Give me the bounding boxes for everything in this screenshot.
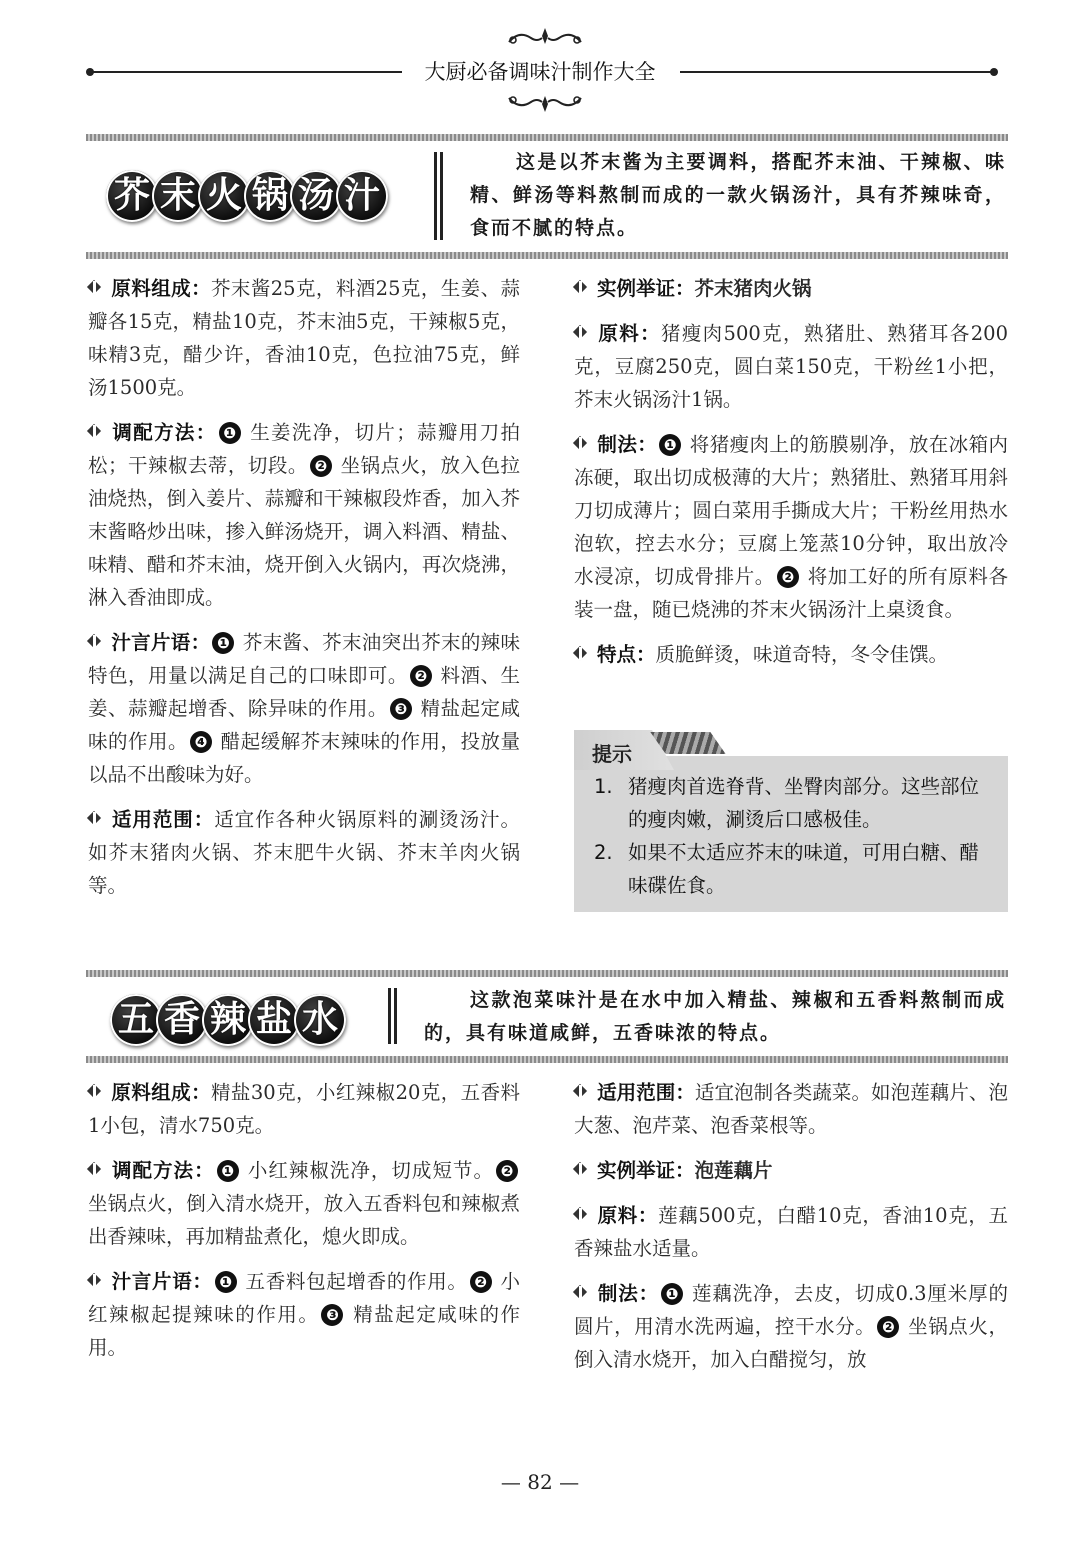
diamond-bullet-icon	[574, 1286, 587, 1299]
tip-3: 精盐起定咸味的作用。	[88, 1303, 520, 1359]
section2-example-ingredients	[574, 1199, 1008, 1265]
numeral-icon: ❶	[661, 1283, 683, 1305]
diamond-bullet-icon	[88, 1163, 101, 1176]
section1-feature	[574, 638, 1008, 671]
tip-box	[574, 730, 1008, 912]
section2-intro: 这款泡菜味汁是在水中加入精盐、辣椒和五香料熬制而成的，具有味道咸鲜，五香味浓的特点。	[424, 989, 1006, 1044]
section1-scope	[88, 803, 520, 902]
section2-title-char: 盐	[248, 994, 300, 1046]
section1-example	[574, 272, 1008, 305]
tip-item-text: 猪瘦肉首选脊背、坐臀肉部分。这些部位的瘦肉嫩，涮烫后口感极佳。	[628, 775, 980, 831]
label: 原料组成：	[111, 1081, 212, 1104]
ingredients-text: 精盐30克，小红辣椒20克，五香料1小包，清水750克。	[88, 1081, 520, 1137]
example-step-1: 莲藕洗净，去皮，切成0.3厘米厚的圆片，用清水洗两遍，控干水分。	[574, 1282, 1008, 1338]
feature-text: 质脆鲜烫，味道奇特，冬令佳馔。	[655, 643, 949, 666]
numeral-icon: ❸	[390, 698, 412, 720]
label: 实例举证：	[597, 1159, 695, 1182]
diamond-bullet-icon	[574, 326, 587, 339]
tip-4: 醋起缓解芥末辣味的作用，投放量以品不出酸味为好。	[88, 730, 520, 786]
section2-title-char: 辣	[202, 994, 254, 1046]
section1-example-ingredients	[574, 317, 1008, 416]
page-number: — 82 —	[500, 1470, 580, 1494]
diamond-bullet-icon	[88, 1085, 101, 1098]
section2-example	[574, 1154, 1008, 1187]
example-step-1: 将猪瘦肉上的筋膜剔净，放在冰箱内冻硬，取出切成极薄的大片；熟猪肚、熟猪耳用斜刀切成薄片；圆白菜用手撕成大片；干粉丝用热水泡软，控去水分；豆腐上笼蒸10分钟，取出放冷水浸凉，切成骨排片。	[574, 433, 1008, 588]
section2-method	[88, 1154, 520, 1253]
section1-title-char: 芥	[106, 170, 158, 222]
section1-intro: 这是以芥末酱为主要调料，搭配芥末油、干辣椒、味精、鲜汤等料熬制而成的一款火锅汤汁，具有芥辣味奇，食而不腻的特点。	[470, 151, 1006, 239]
tip-2: 料酒、生姜、蒜瓣起增香、除异味的作用。	[88, 664, 520, 720]
numeral-icon: ❶	[219, 422, 241, 444]
section1-top-stripe	[86, 134, 1008, 141]
numeral-icon: ❶	[212, 632, 234, 654]
numeral-icon: ❷	[777, 566, 799, 588]
section2-title-char: 香	[156, 994, 208, 1046]
diamond-bullet-icon	[574, 437, 587, 450]
header-rule-dot-right	[990, 68, 998, 76]
tip-box-label: 提示	[592, 742, 632, 766]
diamond-bullet-icon	[88, 281, 101, 294]
diamond-bullet-icon	[88, 425, 101, 438]
section1-right-column	[574, 272, 1008, 683]
numeral-icon: ❷	[496, 1160, 518, 1182]
tip-box-list	[594, 770, 998, 902]
label: 原料组成：	[111, 277, 212, 300]
label: 制法：	[597, 433, 658, 456]
tip-item	[594, 836, 998, 902]
tip-1: 芥末酱、芥末油突出芥末的辣味特色，用量以满足自己的口味即可。	[88, 631, 520, 687]
numeral-icon: ❷	[877, 1316, 899, 1338]
section1-tips	[88, 626, 520, 791]
section2-bottom-stripe	[86, 1056, 1008, 1063]
header-rule-left	[90, 71, 402, 73]
example-ingredients-text: 莲藕500克，白醋10克，香油10克，五香辣盐水适量。	[574, 1204, 1008, 1260]
section1-title-char: 火	[198, 170, 250, 222]
tip-item-number: 2.	[594, 841, 613, 864]
section1-title-char: 汁	[336, 170, 388, 222]
label: 适用范围：	[111, 808, 215, 831]
method-step-1: 小红辣椒洗净，切成短节。	[247, 1159, 494, 1182]
label: 适用范围：	[597, 1081, 695, 1104]
tip-3: 精盐起定咸味的作用。	[88, 697, 520, 753]
diamond-bullet-icon	[574, 1208, 587, 1221]
section1-title-char: 锅	[244, 170, 296, 222]
diamond-bullet-icon	[88, 812, 101, 825]
example-step-2: 坐锅点火，倒入清水烧开，加入白醋搅匀，放	[574, 1315, 1008, 1371]
section1-title-char: 汤	[290, 170, 342, 222]
header-ornament-top	[505, 24, 585, 52]
tip-1: 五香料包起增香的作用。	[245, 1270, 468, 1293]
tip-2: 小红辣椒起提辣味的作用。	[88, 1270, 520, 1326]
section1-left-column	[88, 272, 520, 914]
method-step-2: 坐锅点火，倒入清水烧开，放入五香料包和辣椒煮出香辣味，再加精盐煮化，熄火即成。	[88, 1192, 520, 1248]
header-rule-right	[680, 71, 992, 73]
numeral-icon: ❸	[321, 1304, 343, 1326]
section2-example-method	[574, 1277, 1008, 1376]
section1-bottom-stripe	[86, 252, 1008, 259]
label: 实例举证：	[597, 277, 695, 300]
tip-item	[594, 770, 998, 836]
ingredients-text: 芥末酱25克，料酒25克，生姜、蒜瓣各15克，精盐10克，芥末油5克，干辣椒5克，味精3克，醋少许，香油10克，色拉油75克，鲜汤1500克。	[88, 277, 520, 399]
tip-item-text: 如果不太适应芥末的味道，可用白糖、醋味碟佐食。	[628, 841, 980, 897]
example-title: 泡莲藕片	[694, 1159, 773, 1182]
label: 调配方法：	[111, 421, 217, 444]
section2-ingredients	[88, 1076, 520, 1142]
numeral-icon: ❷	[410, 665, 432, 687]
section2-tips	[88, 1265, 520, 1364]
section1-title	[106, 170, 382, 222]
numeral-icon: ❶	[215, 1271, 237, 1293]
label: 制法：	[597, 1282, 659, 1305]
section1-example-method	[574, 428, 1008, 626]
diamond-bullet-icon	[574, 1163, 587, 1176]
numeral-icon: ❹	[190, 731, 212, 753]
numeral-icon: ❶	[217, 1160, 239, 1182]
diamond-bullet-icon	[574, 647, 587, 660]
section2-right-column	[574, 1076, 1008, 1388]
diamond-bullet-icon	[88, 635, 101, 648]
tip-item-number: 1.	[594, 775, 613, 798]
section2-left-column	[88, 1076, 520, 1376]
example-step-2: 将加工好的所有原料各装一盘，随已烧沸的芥末火锅汤汁上桌烫食。	[574, 565, 1008, 621]
label: 特点：	[597, 643, 656, 666]
section1-divider-bar	[434, 152, 437, 240]
section2-divider-bar-2	[394, 988, 397, 1044]
diamond-bullet-icon	[574, 281, 587, 294]
diamond-bullet-icon	[88, 1274, 101, 1287]
section1-method	[88, 416, 520, 614]
scope-text: 适宜作各种火锅原料的涮烫汤汁。如芥末猪肉火锅、芥末肥牛火锅、芥末羊肉火锅等。	[88, 808, 520, 897]
diamond-bullet-icon	[574, 1085, 587, 1098]
numeral-icon: ❷	[470, 1271, 492, 1293]
section2-title-char: 水	[294, 994, 346, 1046]
method-step-1: 生姜洗净，切片；蒜瓣用刀拍松；干辣椒去蒂，切段。	[88, 421, 520, 477]
label: 原料：	[597, 1204, 659, 1227]
method-step-2: 坐锅点火，放入色拉油烧热，倒入姜片、蒜瓣和干辣椒段炸香，加入芥末酱略炒出味，掺入鲜汤烧开，调入料酒、精盐、味精、醋和芥末油，烧开倒入火锅内，再次烧沸，淋入香油即成。	[88, 454, 520, 609]
label: 原料：	[597, 322, 661, 345]
section2-top-stripe	[86, 970, 1008, 977]
section1-ingredients	[88, 272, 520, 404]
label: 汁言片语：	[111, 631, 211, 654]
example-title: 芥末猪肉火锅	[694, 277, 812, 300]
section2-title	[110, 994, 340, 1046]
example-ingredients-text: 猪瘦肉500克，熟猪肚、熟猪耳各200克，豆腐250克，圆白菜150克，干粉丝1小把，芥末火锅汤汁1锅。	[574, 322, 1008, 411]
section2-title-char: 五	[110, 994, 162, 1046]
label: 调配方法：	[111, 1159, 215, 1182]
numeral-icon: ❶	[659, 434, 681, 456]
section2-divider-bar	[388, 988, 391, 1044]
header-ornament-bottom	[505, 88, 585, 116]
numeral-icon: ❷	[310, 455, 332, 477]
section2-scope	[574, 1076, 1008, 1142]
label: 汁言片语：	[111, 1270, 213, 1293]
section1-divider-bar-2	[440, 152, 443, 240]
running-header-title: 大厨必备调味汁制作大全	[424, 60, 656, 84]
scope-text: 适宜泡制各类蔬菜。如泡莲藕片、泡大葱、泡芹菜、泡香菜根等。	[574, 1081, 1008, 1137]
section1-title-char: 末	[152, 170, 204, 222]
